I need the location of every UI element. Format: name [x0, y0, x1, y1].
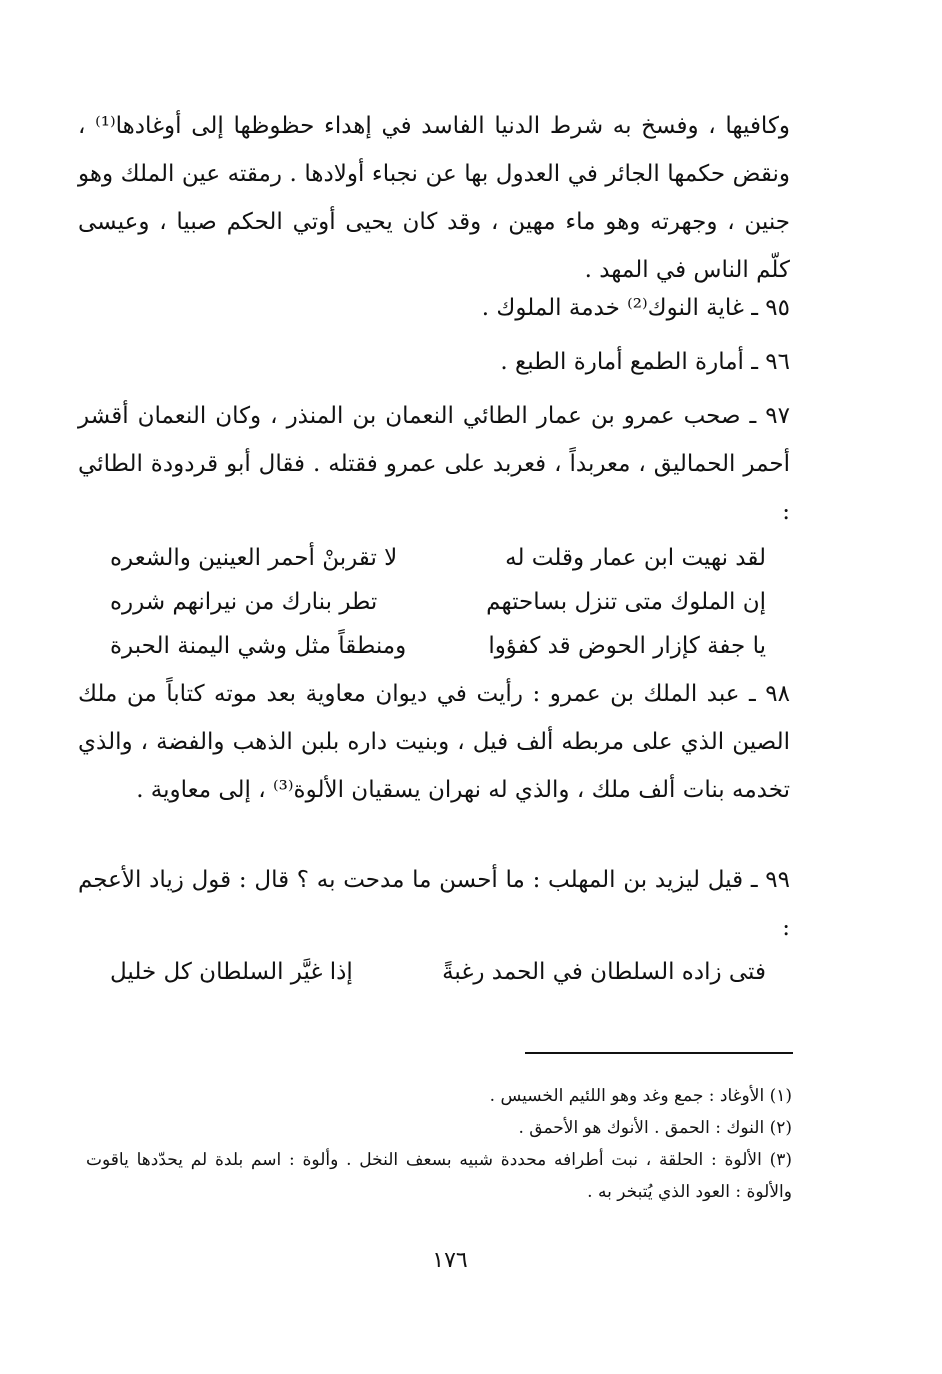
verse-line [110, 624, 766, 668]
footnotes [86, 1080, 792, 1208]
verse-line [110, 536, 766, 580]
paragraph-95 [78, 284, 790, 332]
verse-second-hemistich: ومنطقاً مثل وشي اليمنة الحبرة [110, 633, 407, 659]
verse-first-hemistich: يا جفة كإزار الحوض قد كفؤوا [488, 633, 766, 659]
poem-abu-qardouda [110, 536, 766, 668]
verse-first-hemistich: فتى زاده السلطان في الحمد رغبةً [442, 959, 766, 985]
verse-first-hemistich: لقد نهيت ابن عمار وقلت له [505, 545, 766, 571]
footnote-2: (٢) النوك : الحمق . الأنوك هو الأحمق . [518, 1118, 792, 1138]
paragraph-text: ٩٨ ـ عبد الملك بن عمرو : رأيت في ديوان معاوية بعد موته كتاباً من ملك الصين الذي على مربطه ألف فيل ، وبنيت داره بلبن الذهب والفضة ، والذي تخدمه بنات ألف ملك ، والذي له نهران يسقيان الألوة⁽³⁾ ، إلى معاوية . [78, 681, 790, 803]
verse-line [110, 580, 766, 624]
footnote-1: (١) الأوغاد : جمع وغد وهو اللئيم الخسيس . [489, 1086, 792, 1106]
paragraph-text: وكافيها ، وفسخ به شرط الدنيا الفاسد في إهداء حظوظها إلى أوغادها⁽¹⁾ ، ونقض حكمها الجائر في العدول بها عن نجباء أولادها . رمقته عين الملك وهو جنين ، وجهرته وهو ماء مهين ، وقد كان يحيى أوتي الحكم صبيا ، وعيسى كلّم الناس في المهد . [78, 113, 790, 283]
paragraph-intro [78, 102, 790, 294]
footnote-3: (٣) الألوة : الحلقة ، نبت أطرافه محددة شبيه بسعف النخل . وألوة : اسم بلدة لم يحدّدها ياقوت والألوة : العود الذي يُتبخر به . [86, 1150, 792, 1202]
verse-second-hemistich: تطر بنارك من نيرانهم شرره [110, 589, 378, 615]
verse-first-hemistich: إن الملوك متى تنزل بساحتهم [486, 589, 766, 615]
paragraph-text: ٩٩ ـ قيل ليزيد بن المهلب : ما أحسن ما مدحت به ؟ قال : قول زياد الأعجم : [78, 867, 790, 941]
page-number: ١٧٦ [432, 1248, 468, 1273]
verse-second-hemistich: إذا غيَّر السلطان كل خليل [110, 959, 353, 985]
paragraph-text: ٩٦ ـ أمارة الطمع أمارة الطبع . [500, 349, 790, 375]
paragraph-text: ٩٧ ـ صحب عمرو بن عمار الطائي النعمان بن المنذر ، وكان النعمان أقشر أحمر الحماليق ، معربداً ، فعربد على عمرو فقتله . فقال أبو قردودة الطائي : [78, 403, 790, 525]
poem-ziyad-al-ajam [110, 950, 766, 994]
paragraph-99 [78, 856, 790, 952]
paragraph-97 [78, 392, 790, 536]
footnote-separator [525, 1052, 793, 1054]
verse-second-hemistich: لا تقربنْ أحمر العينين والشعره [110, 545, 398, 571]
paragraph-98 [78, 670, 790, 814]
verse-line [110, 950, 766, 994]
paragraph-96 [78, 338, 790, 386]
paragraph-text: ٩٥ ـ غاية النوك⁽²⁾ خدمة الملوك . [481, 295, 790, 321]
